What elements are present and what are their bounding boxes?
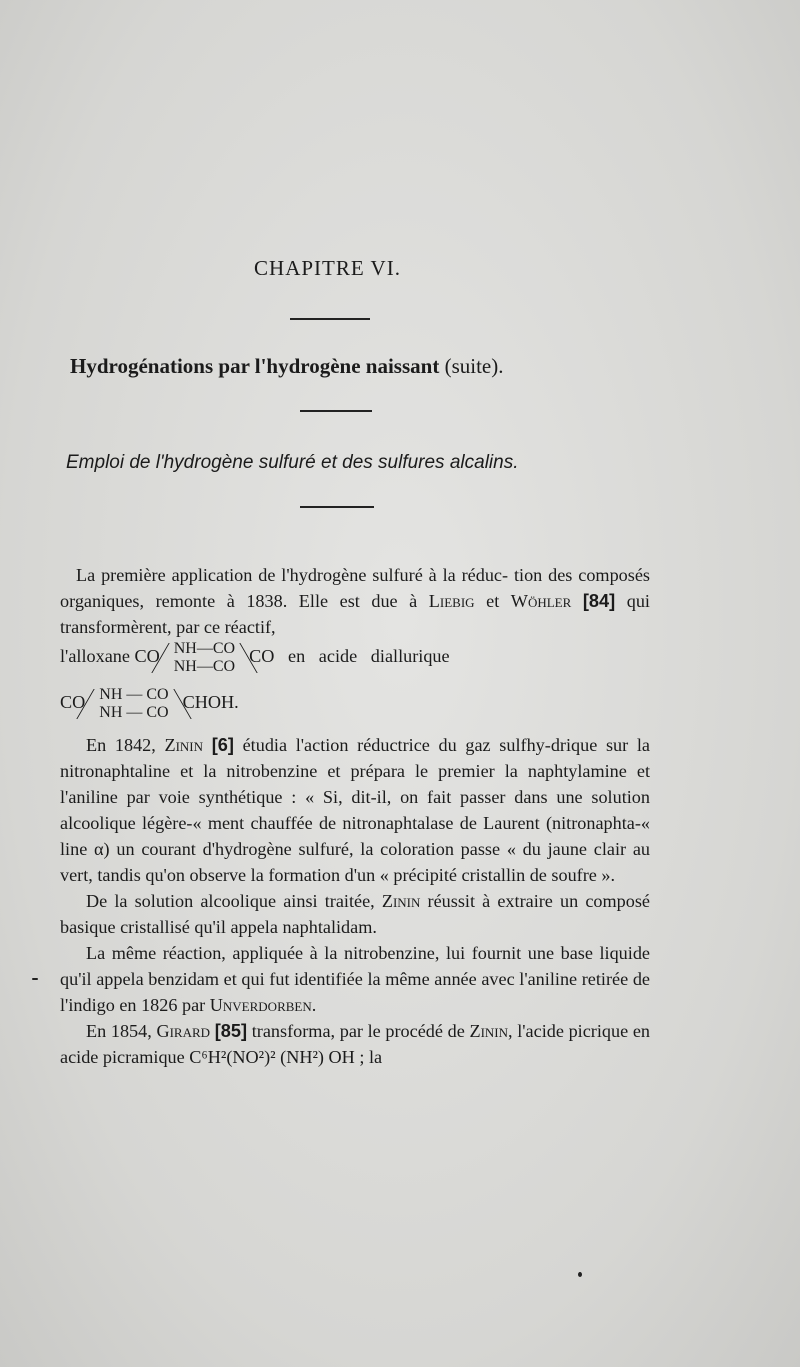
reference-6: [6] bbox=[211, 735, 234, 755]
author-girard: Girard bbox=[156, 1021, 211, 1041]
p2-start: En 1842, bbox=[86, 735, 165, 755]
p1-rest: qui transformèrent, par ce réactif, bbox=[60, 591, 650, 637]
formula2-top: NH — CO bbox=[99, 686, 169, 703]
formula2-prefix: CO bbox=[60, 692, 86, 713]
formula2-suffix: CHOH. bbox=[182, 692, 239, 713]
p3-start: De la solution alcoolique ainsi traitée, bbox=[86, 891, 382, 911]
divider-3 bbox=[300, 506, 374, 508]
author-zinin-3: Zinin bbox=[469, 1021, 509, 1041]
section-title-suffix: (suite). bbox=[439, 354, 504, 378]
p2-text: étudia l'action réductrice du gaz sulfhy-drique sur la nitronaphtaline et la nitrobenzine et prépara le premier la naphtylamine et l'aniline par voie synthétique : « Si, dit-il, on fait passer dans une solution alcoolique légère-« ment chauffée de nitronaphtalase de Laurent (nitronaphta-« line α) un courant d'hydrogène sulfuré, la coloration passe « du jaune clair au vert, tandis qu'on observe la formation d'un « précipité cristallin de soufre ». bbox=[60, 735, 650, 885]
section-title-bold: Hydrogénations par l'hydrogène naissant bbox=[70, 354, 440, 378]
reference-84: [84] bbox=[582, 591, 616, 611]
formula-dialluric-acid bbox=[60, 686, 239, 722]
ink-speck bbox=[32, 978, 38, 980]
p3-rest: réussit à extraire un composé basique cristallisé qu'il appela naphtalidam. bbox=[60, 891, 650, 937]
author-zinin-2: Zinin bbox=[381, 891, 421, 911]
formula1-bottom: NH—CO bbox=[173, 658, 236, 675]
section-title bbox=[70, 354, 670, 379]
p1-et: et bbox=[474, 591, 511, 611]
p4-end: . bbox=[311, 995, 317, 1015]
p1-line-1: La première application de l'hydrogène sulfuré à la réduc- bbox=[76, 565, 509, 585]
reference-85: [85] bbox=[214, 1021, 248, 1041]
author-wohler: Wöhler bbox=[510, 591, 572, 611]
paragraph-2 bbox=[60, 732, 650, 1070]
formula1-top: NH—CO bbox=[173, 640, 236, 657]
chapter-heading: CHAPITRE VI. bbox=[254, 256, 401, 280]
formula1-prefix: l'alloxane CO bbox=[60, 646, 160, 667]
p1-line-2: tion des composés organiques, remonte à 1838. Elle est due à bbox=[60, 565, 650, 611]
formula1-ring bbox=[160, 640, 249, 676]
p5-start: En 1854, bbox=[86, 1021, 157, 1041]
formula2-ring bbox=[85, 686, 182, 722]
ink-speck bbox=[578, 1272, 582, 1277]
author-liebig: Liebig bbox=[428, 591, 475, 611]
p5-rest: , l'acide picrique en acide picramique C⁶H²(NO²)² (NH²) OH ; la bbox=[60, 1021, 651, 1067]
p5-mid: transforma, par le procédé de bbox=[247, 1021, 470, 1041]
author-zinin-1: Zinin bbox=[164, 735, 204, 755]
formula-alloxane bbox=[60, 640, 450, 676]
divider-2 bbox=[300, 410, 372, 412]
paragraph-1 bbox=[60, 562, 650, 640]
section-subtitle: Emploi de l'hydrogène sulfuré et des sulfures alcalins. bbox=[66, 452, 519, 473]
formula1-suffix: CO en acide diallurique bbox=[249, 646, 450, 667]
p4-text: La même réaction, appliquée à la nitrobenzine, lui fournit une base liquide qu'il appela benzidam et qui fut identifiée la même année avec l'aniline retirée de l'indigo en 1826 par bbox=[60, 943, 650, 1015]
divider-1 bbox=[290, 318, 370, 320]
formula2-bottom: NH — CO bbox=[99, 704, 169, 721]
author-unverdorben: Unverdorben bbox=[209, 995, 312, 1015]
